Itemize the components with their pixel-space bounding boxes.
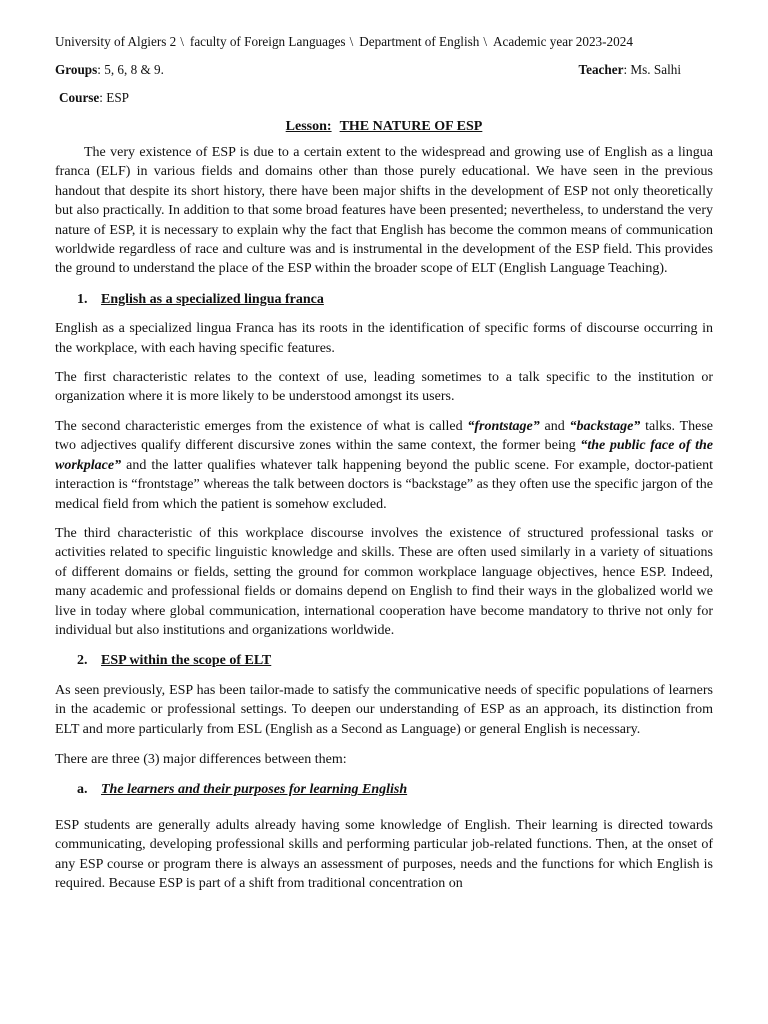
section-title: ESP within the scope of ELT (101, 653, 272, 669)
section2-paragraph-2: There are three (3) major differences between them: (55, 751, 347, 767)
lesson-title (55, 118, 713, 136)
faculty-name: faculty of Foreign Languages (189, 34, 346, 49)
teacher-value: : Ms. Salhi (623, 62, 681, 77)
text-run: and the latter qualifies whatever talk happening beyond the public scene. For example, doctor-patient interaction is “frontstage” whereas the talk between doctors is “backstage” as they often use the specific jargon of the medical field from which the patient is somehow excluded. (55, 457, 713, 512)
section-title: English as a specialized lingua franca (101, 291, 324, 307)
emphasis-frontstage: “frontstage” (467, 418, 540, 434)
department-name: Department of English (359, 34, 480, 49)
text-run: talks. These two adjectives qualify different discursive zones within the same context, the former being (55, 418, 713, 454)
header-course-line (59, 89, 713, 107)
separator: \ (349, 34, 354, 49)
subsection-title: The learners and their purposes for learning English (101, 782, 408, 798)
university-name: University of Algiers 2 (55, 34, 177, 49)
section-number: 2. (77, 653, 88, 669)
emphasis-public-face: “the public face of the workplace” (55, 438, 713, 473)
header-groups-teacher-line (55, 61, 713, 79)
subsection-heading-a (77, 780, 713, 799)
groups-info (55, 61, 164, 79)
section1-paragraph-2: The first characteristic relates to the context of use, leading sometimes to a talk specific to the institution or organization where it is more likely to be understood amongst its users. (55, 370, 713, 405)
section2-paragraph-1: As seen previously, ESP has been tailor-made to satisfy the communicative needs of specific populations of learners in the academic or professional settings. To deepen our understanding of ESP as an approach, its distinction from ELT and more particularly from ESL (English as a Second as Language) or general English is necessary. (55, 682, 713, 737)
text-run: The second characteristic emerges from the existence of what is called (55, 418, 468, 434)
course-value: : ESP (99, 90, 129, 105)
subsection-a-paragraph-1: ESP students are generally adults already having some knowledge of English. Their learning is directed towards communicating, developing professional skills and performing particular job-related functions. Then, at the onset of any ESP course or program there is always an assessment of purposes, needs and the functions for which English is required. Because ESP is part of a shift from traditional concentration on (55, 817, 713, 891)
emphasis-backstage: “backstage” (569, 418, 641, 434)
text-run: and (539, 418, 570, 434)
separator: \ (180, 34, 184, 49)
section1-paragraph-1: English as a specialized lingua Franca has its roots in the identification of specific forms of discourse occurring in the workplace, with each having specific features. (55, 321, 713, 356)
separator: \ (483, 34, 488, 49)
teacher-label: Teacher (578, 62, 624, 77)
intro-paragraph: The very existence of ESP is due to a certain extent to the widespread and growing use of English as a lingua franca (ELF) in various fields and domains other than those purely educational. We have seen in the previous handout that despite its short history, there have been major shifts in the development of ESP not only theoretically but also practically. In addition to that some broad features have been presented; nevertheless, to understand the very nature of ESP, it is necessary to explain why the fact that English has become the common means of communication worldwide regardless of race and culture was and is instrumental in the development of the ESP field. This provides the ground to understand the place of the ESP within the broader scope of ELT (English Language Teaching). (55, 145, 713, 277)
document-page (55, 33, 713, 893)
section1-paragraph-4: The third characteristic of this workplace discourse involves the existence of structured professional tasks or activities related to specific linguistic knowledge and skills. These are often used similarly in a variety of situations of different domains or fields, setting the ground for common workplace language objectives, hence ESP. Indeed, many academic and professional fields or domains depend on English to find their ways in the globalized world we live in today where global communication, international cooperation have become mandatory to thrive not only for individual but also institutions and organizations worldwide. (55, 525, 713, 638)
section1-paragraph-3 (55, 417, 713, 514)
section-number: 1. (77, 291, 88, 307)
groups-label: Groups (55, 62, 98, 77)
teacher-info (579, 61, 681, 79)
academic-year: Academic year 2023-2024 (493, 34, 633, 49)
course-label: Course (59, 90, 100, 105)
groups-value: : 5, 6, 8 & 9. (97, 62, 164, 77)
lesson-label: Lesson: (285, 119, 332, 134)
subsection-letter: a. (77, 782, 88, 798)
header-institution-line (55, 33, 713, 51)
section-heading-2 (77, 651, 713, 670)
lesson-name: THE NATURE OF ESP (339, 119, 483, 134)
section-heading-1 (77, 290, 713, 309)
